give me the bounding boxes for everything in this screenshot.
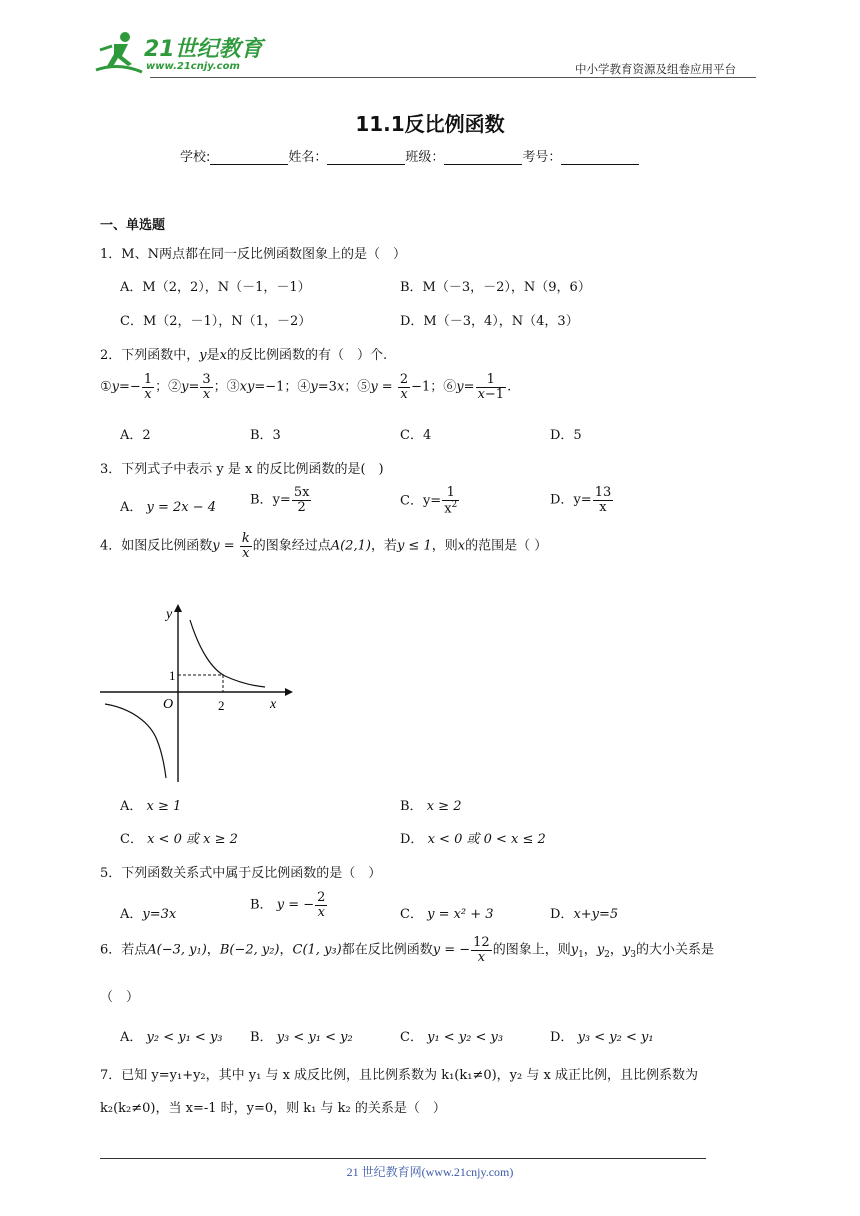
q4-hyperbola-graph	[95, 600, 295, 790]
q4-option-c[interactable]: C． x < 0 或 x ≥ 2	[120, 832, 238, 847]
q5-option-a[interactable]: A．y=3x	[120, 907, 177, 922]
number-label: 考号：	[522, 150, 562, 165]
q1-option-a[interactable]: A．M（2，2），N（－1，－1）	[120, 280, 311, 295]
q7-stem-line2: k₂(k₂≠0)，当 x=-1 时，y=0，则 k₁ 与 k₂ 的关系是（ ）	[100, 1101, 446, 1116]
x-axis-arrow-icon	[285, 688, 293, 696]
q3-option-c[interactable]: C．y= $\frac{1}{x^2}$	[400, 485, 458, 516]
q6-paren: （ ）	[100, 990, 140, 1005]
runner-logo-icon	[92, 30, 144, 76]
school-blank[interactable]	[210, 151, 288, 165]
name-label: 姓名：	[288, 150, 328, 165]
name-blank[interactable]	[327, 151, 405, 165]
q6-option-d[interactable]: D． y₃ < y₂ < y₁	[550, 1030, 654, 1045]
hyperbola-branch-q3	[105, 704, 166, 778]
school-label: 学校:	[180, 150, 211, 165]
q4-option-d[interactable]: D． x < 0 或 0 < x ≤ 2	[400, 832, 546, 847]
q2-option-c[interactable]: C．4	[400, 428, 432, 443]
student-info	[180, 146, 639, 165]
q6-option-b[interactable]: B． y₃ < y₁ < y₂	[250, 1030, 353, 1045]
header-platform-text: 中小学教育资源及组卷应用平台	[575, 62, 736, 76]
q3-option-d[interactable]: D．y= $\frac{13}{x}$	[550, 485, 612, 515]
y-axis-label: y	[166, 607, 173, 622]
q2-option-d[interactable]: D．5	[550, 428, 582, 443]
footer-rule	[100, 1158, 706, 1159]
q4-option-b[interactable]: B． x ≥ 2	[400, 799, 462, 814]
x-axis-label: x	[270, 697, 277, 712]
q4-stem: 4．如图反比例函数y = $\frac{k}{x}$ 的图象经过点A(2,1)，若y ≤ 1，则x的范围是（ ）	[100, 531, 548, 561]
q1-option-c[interactable]: C．M（2，－1），N（1，－2）	[120, 314, 312, 329]
q6-stem: 6．若点A(−3, y₁)，B(−2, y₂)，C(1, y₃)都在反比例函数y = − $\frac{12}{x}$ 的图象上，则$y_1$，$y_2$，$y_3$的大小关系是	[100, 935, 715, 965]
x-tick-label: 2	[218, 698, 225, 713]
q3-stem: 3．下列式子中表示 y 是 x 的反比例函数的是( )	[100, 462, 384, 477]
footer-text[interactable]: 21 世纪教育网(www.21cnjy.com)	[346, 1165, 514, 1179]
header-rule	[150, 77, 756, 78]
q5-option-b[interactable]: B． y = − $\frac{2}{x}$	[250, 890, 326, 920]
q5-stem: 5．下列函数关系式中属于反比例函数的是（ ）	[100, 866, 382, 881]
q2-stem: 2．下列函数中，y是x的反比例函数的有（ ）个.	[100, 348, 388, 363]
hyperbola-branch-q1	[190, 620, 265, 687]
class-label: 班级：	[405, 150, 445, 165]
site-logo	[92, 30, 262, 78]
y-tick-label: 1	[169, 668, 176, 683]
q1-option-d[interactable]: D．M（－3，4），N（4，3）	[400, 314, 579, 329]
q6-option-c[interactable]: C． y₁ < y₂ < y₃	[400, 1030, 504, 1045]
logo-url: www.21cnjy.com	[146, 61, 240, 72]
q2-functions: ①y=− $\frac{1}{x}$ ；②y= $\frac{3}{x}$ ；③xy=−1；④y=3x；⑤y = $\frac{2}{x}$ −1；⑥y= $\frac{1}{x-1}$ .	[100, 372, 512, 402]
q7-stem-line1: 7．已知 y=y₁+y₂，其中 y₁ 与 x 成反比例，且比例系数为 k₁(k₁≠0)，y₂ 与 x 成正比例，且比例系数为	[100, 1068, 698, 1083]
origin-label: O	[163, 697, 174, 712]
logo-text: 21世纪教育	[144, 37, 263, 62]
q6-option-a[interactable]: A． y₂ < y₁ < y₃	[120, 1030, 223, 1045]
number-blank[interactable]	[561, 151, 639, 165]
q3-option-a[interactable]: A． y = 2x − 4	[120, 500, 217, 515]
q2-option-b[interactable]: B．3	[250, 428, 281, 443]
q5-option-d[interactable]: D．x+y=5	[550, 907, 619, 922]
q4-option-a[interactable]: A． x ≥ 1	[120, 799, 182, 814]
y-axis-arrow-icon	[174, 604, 182, 612]
section-heading: 一、单选题	[100, 218, 166, 233]
q5-option-c[interactable]: C． y = x² + 3	[400, 907, 494, 922]
q2-option-a[interactable]: A．2	[120, 428, 151, 443]
q1-stem: 1．M、N两点都在同一反比例函数图象上的是（ ）	[100, 247, 406, 262]
page-title: 11.1反比例函数	[355, 112, 505, 136]
class-blank[interactable]	[444, 151, 522, 165]
q1-option-b[interactable]: B．M（－3，－2），N（9，6）	[400, 280, 591, 295]
q3-option-b[interactable]: B．y= $\frac{5x}{2}$	[250, 485, 310, 515]
